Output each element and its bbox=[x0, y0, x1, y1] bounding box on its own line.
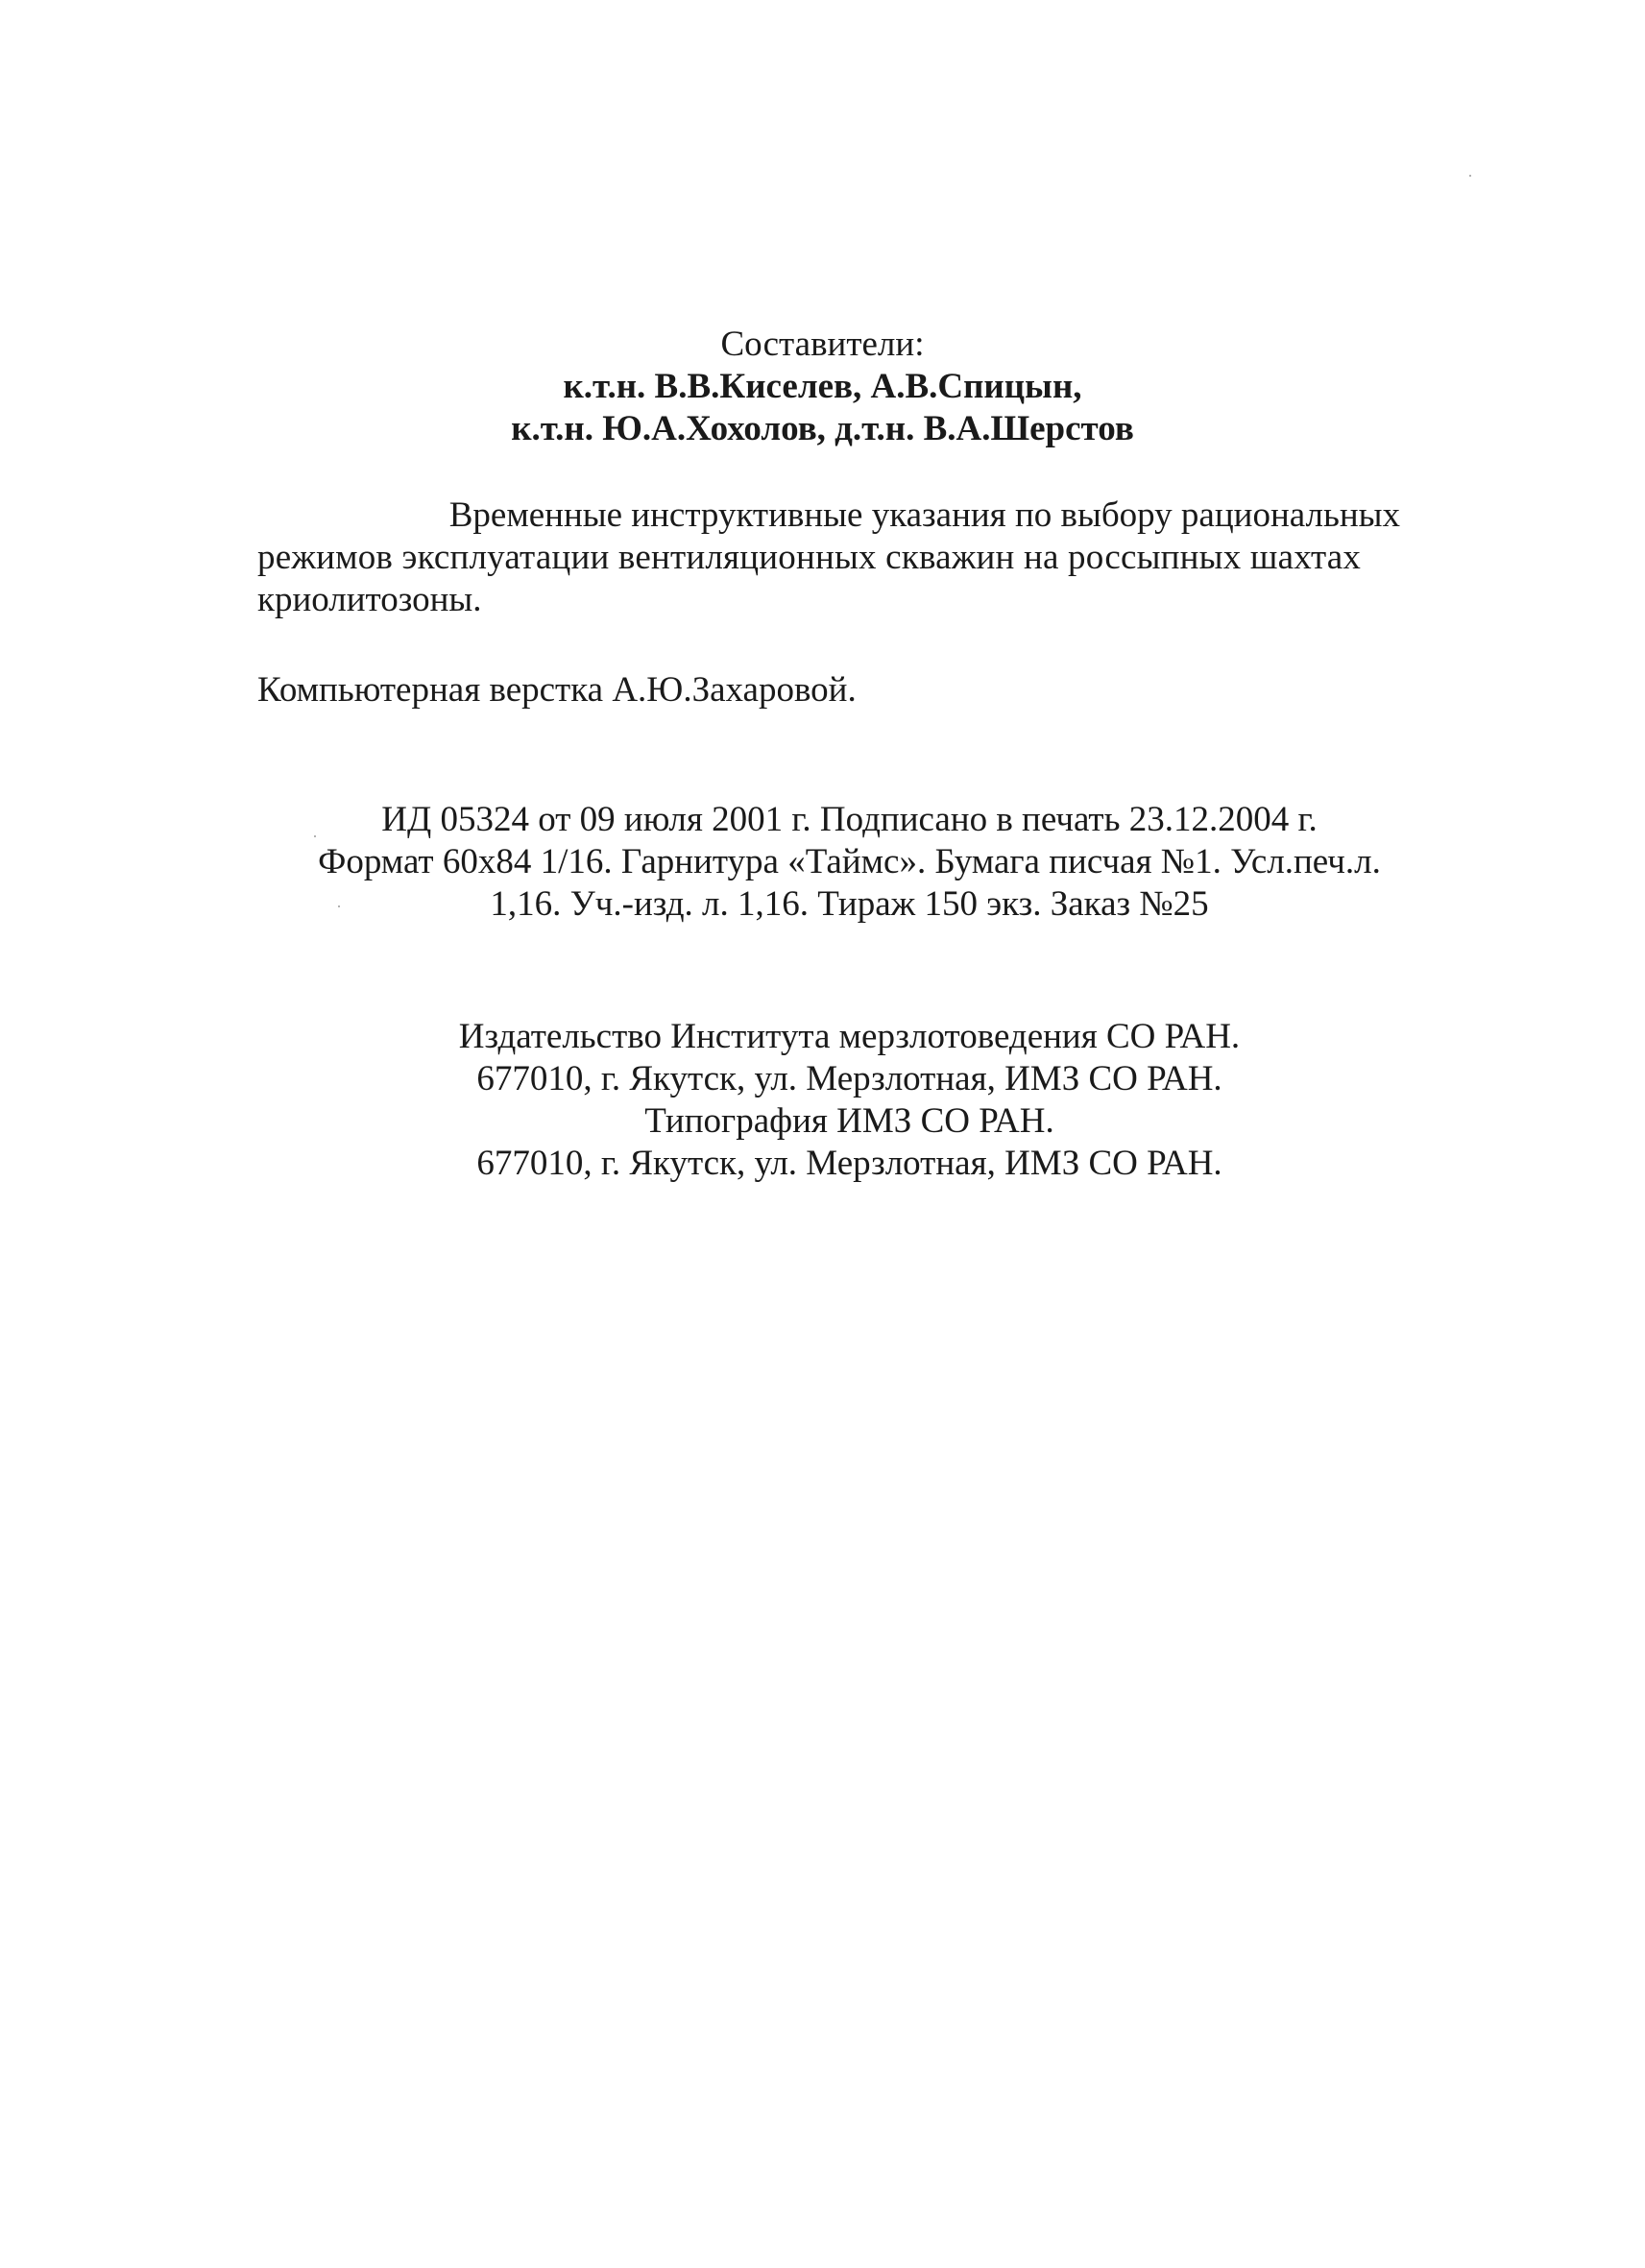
publisher-line-2: 677010, г. Якутск, ул. Мерзлотная, ИМЗ СО РАН. bbox=[476, 1059, 1222, 1098]
title-line-2: режимов эксплуатации вентиляционных скважин на россыпных шахтах bbox=[257, 538, 1362, 577]
imprint-section bbox=[27, 799, 1645, 926]
compilers-heading: Составители: bbox=[720, 325, 925, 364]
compilers-names-line-1: к.т.н. В.В.Киселев, А.В.Спицын, bbox=[563, 367, 1082, 406]
publisher-section bbox=[27, 1016, 1645, 1185]
imprint-line-2: Формат 60х84 1/16. Гарнитура «Таймс». Бумага писчая №1. Усл.печ.л. bbox=[318, 842, 1381, 881]
publisher-line-4: 677010, г. Якутск, ул. Мерзлотная, ИМЗ СО РАН. bbox=[476, 1144, 1222, 1183]
scan-speck bbox=[314, 835, 316, 837]
publisher-line-1: Издательство Института мерзлотоведения СО РАН. bbox=[458, 1017, 1241, 1056]
scan-speck bbox=[1469, 175, 1471, 177]
imprint-line-3: 1,16. Уч.-изд. л. 1,16. Тираж 150 экз. Заказ №25 bbox=[490, 884, 1209, 924]
layout-credit: Компьютерная верстка А.Ю.Захаровой. bbox=[257, 670, 857, 710]
compilers-section bbox=[0, 324, 1645, 450]
imprint-line-1: ИД 05324 от 09 июля 2001 г. Подписано в печать 23.12.2004 г. bbox=[381, 800, 1318, 839]
title-line-3: криолитозоны. bbox=[257, 580, 482, 619]
compilers-names-line-2: к.т.н. Ю.А.Хохолов, д.т.н. В.А.Шерстов bbox=[511, 409, 1134, 448]
scan-speck bbox=[338, 905, 340, 907]
document-title bbox=[257, 495, 1400, 621]
title-line-1: Временные инструктивные указания по выбору рациональных bbox=[448, 495, 1400, 535]
publisher-line-3: Типография ИМЗ СО РАН. bbox=[644, 1101, 1054, 1141]
